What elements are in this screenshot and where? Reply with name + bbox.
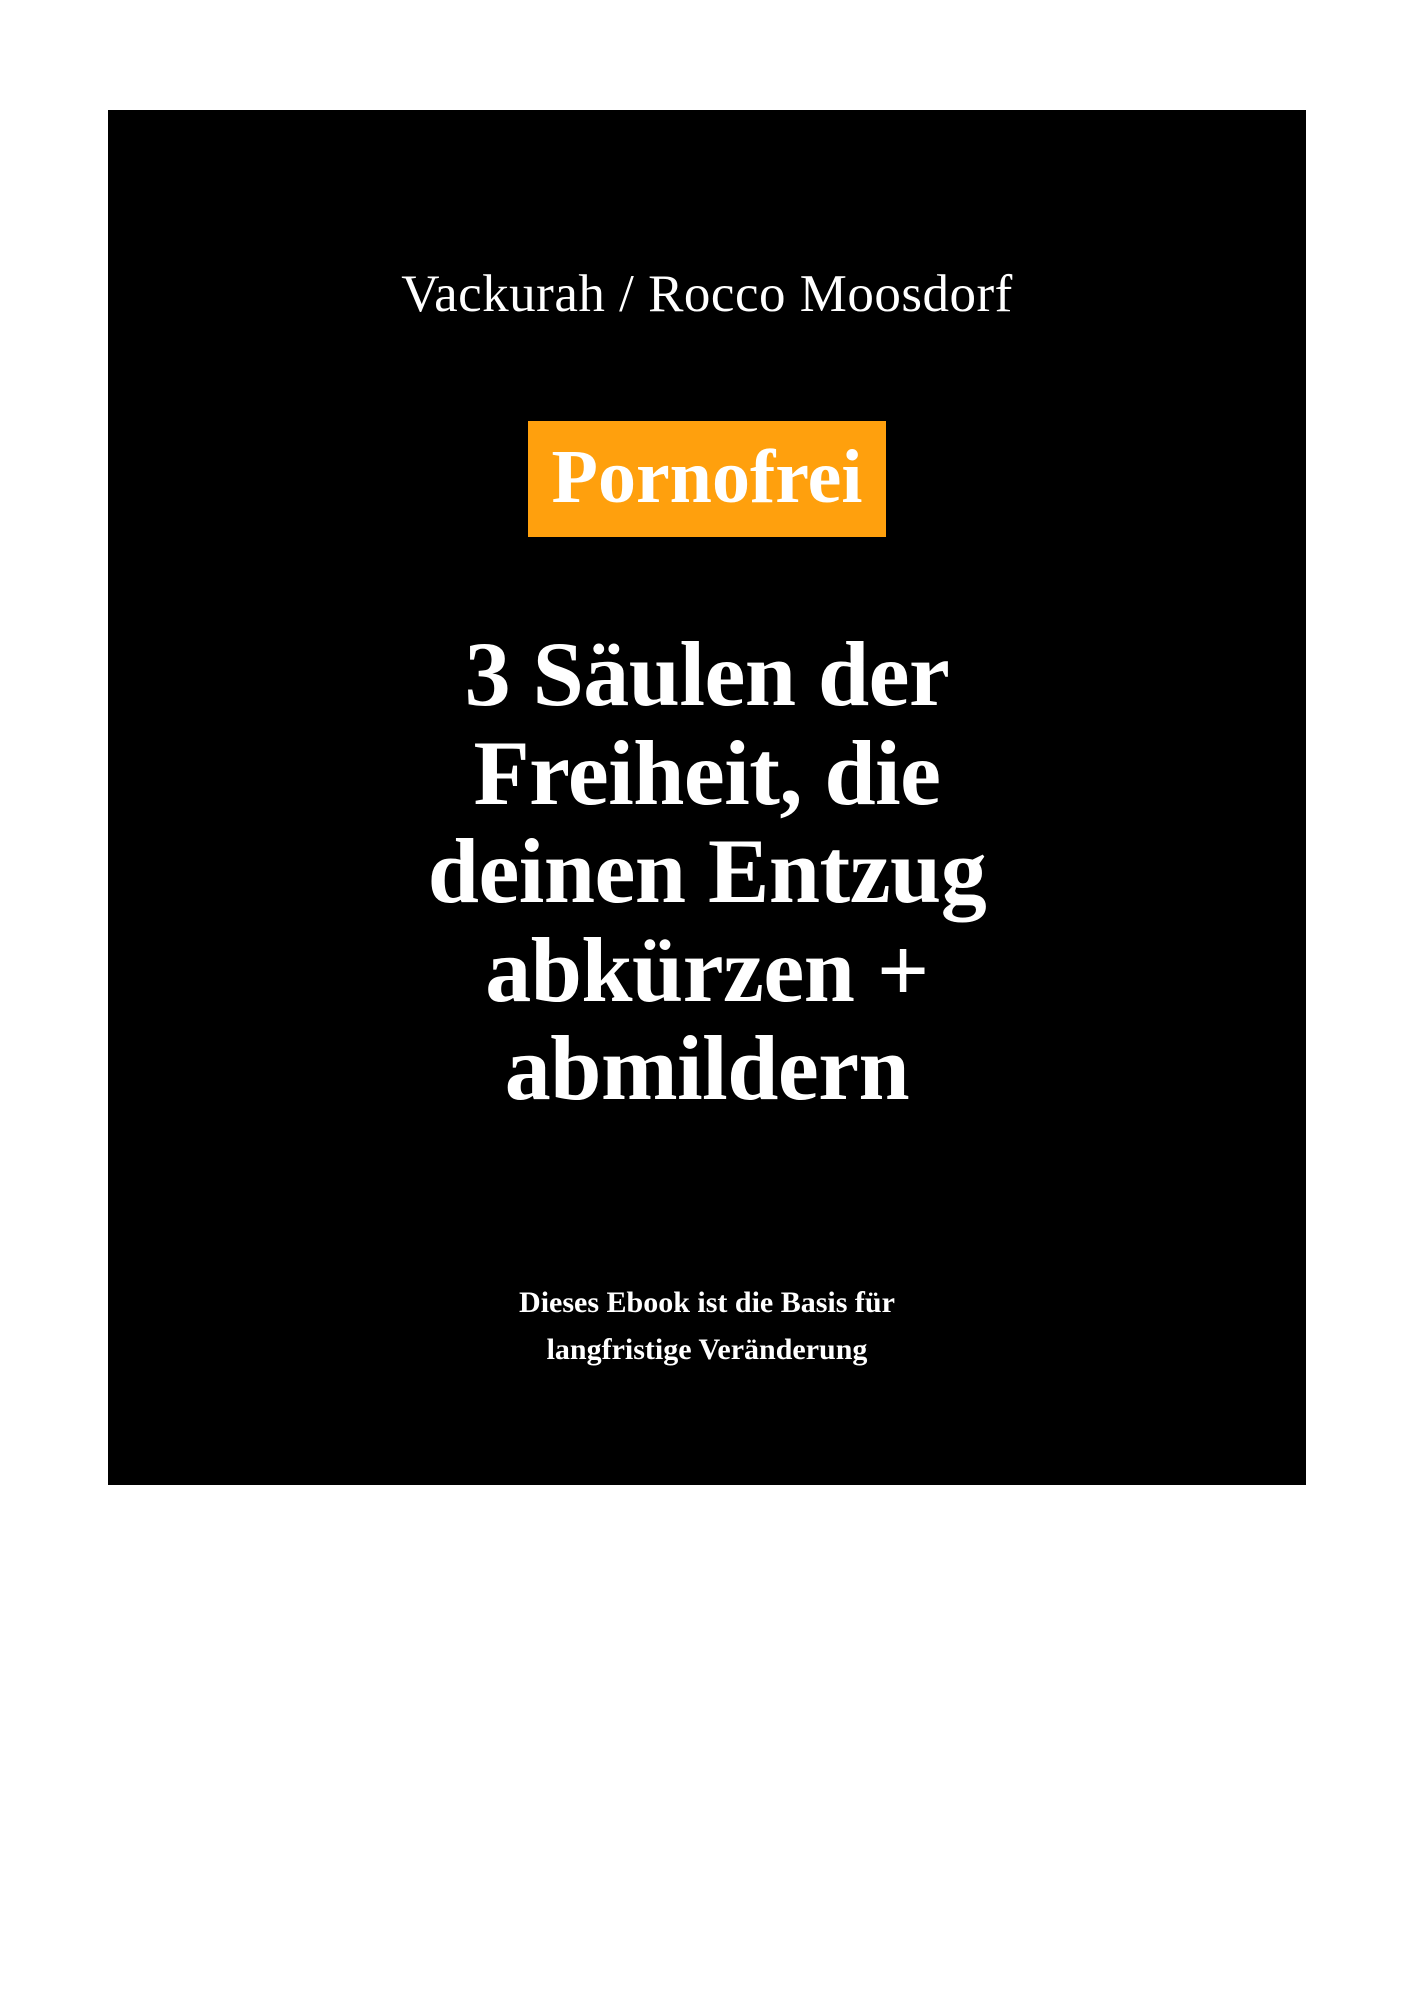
book-title: 3 Säulen der Freiheit, die deinen Entzug abkürzen + abmildern (427, 623, 987, 1120)
author-name: Vackurah / Rocco Moosdorf (401, 265, 1013, 323)
cover-panel (108, 110, 1306, 1485)
subtitle-line-2: langfristige Veränderung (546, 1332, 868, 1366)
cover-subtitle (108, 1280, 1306, 1373)
subtitle-line-1: Dieses Ebook ist die Basis für (519, 1286, 895, 1319)
badge-container (108, 421, 1306, 537)
series-badge: Pornofrei (528, 421, 887, 537)
